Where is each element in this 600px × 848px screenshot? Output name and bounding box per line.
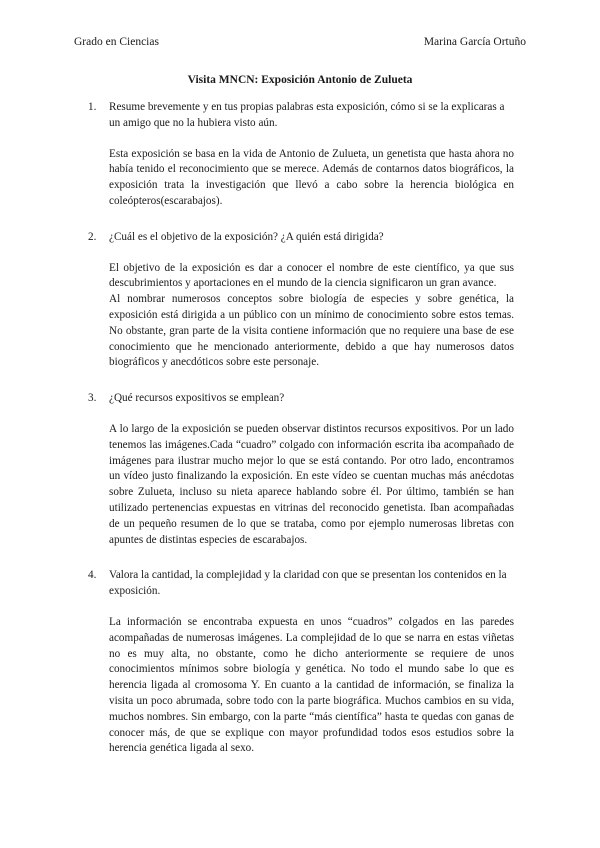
question-text: ¿Cuál es el objetivo de la exposición? ¿A quién está dirigida? (109, 230, 384, 243)
answer-2-paragraph-1: El objetivo de la exposición es dar a conocer el nombre de este científico, ya que sus descubrimientos y aportaciones en el mundo de la ciencia significaron un gran avance. (109, 261, 514, 290)
header-course: Grado en Ciencias (74, 36, 159, 48)
question-1 (88, 100, 514, 132)
answer-1-paragraph-1: Esta exposición se basa en la vida de Antonio de Zulueta, un genetista que hasta ahora no había tenido el reconocimiento que se merece. Además de contarnos datos biográficos, la exposición trata la investigación que llevó a cabo sobre la herencia biológica en coleópteros(escarabajos). (109, 147, 514, 207)
question-text: Resume brevemente y en tus propias palabras esta exposición, cómo si se la explicaras a un amigo que no la hubiera visto aún. (109, 101, 505, 129)
question-text: ¿Qué recursos expositivos se emplean? (109, 392, 285, 405)
question-number: 1. (88, 101, 97, 113)
document-body (88, 100, 514, 757)
answer-2-paragraph-2: Al nombrar numerosos conceptos sobre biología de especies y sobre genética, la exposición está dirigida a un público con un mínimo de conocimiento sobre estos temas. No obstante, gran parte de la visita contiene información que no requiere una base de ese conocimiento que he mencionado anteriormente, debido a que hay numerosos datos biográficos y anecdóticos sobre este personaje. (109, 293, 514, 369)
question-number: 2. (88, 230, 97, 243)
question-4 (88, 568, 514, 600)
question-number: 3. (88, 392, 97, 405)
answer-4-paragraph-1: La información se encontraba expuesta en unos “cuadros” colgados en las paredes acompañadas de numerosas imágenes. La complejidad de lo que se narra en estas viñetas no es muy alta, no obstante, como he dicho anteriormente se requiere de unos conocimientos mínimos sobre biología y genética. No todo el mundo sabe lo que es herencia ligada al cromosoma Y. En cuanto a la cantidad de información, se finaliza la visita un poco abrumada, sobre todo con la parte biográfica. Muchos cambios en su vida, muchos nombres. Sin embargo, con la parte “más científica” hasta te quedas con ganas de conocer más, de que se explique con mayor profundidad todos esos estudios sobre la herencia genética ligada al sexo. (109, 615, 514, 755)
question-number: 4. (88, 569, 97, 582)
answer-3-paragraph-1: A lo largo de la exposición se pueden observar distintos recursos expositivos. Por un lado tenemos las imágenes.Cada “cuadro” colgado con información escrita iba acompañado de imágenes para ilustrar mucho mejor lo que se está contando. Por otro lado, encontramos un vídeo justo finalizando la exposición. En este vídeo se cuentan muchas más anécdotas sobre Zulueta, incluso su nieta aparece hablando sobre él. Por último, también se han utilizado pertenencias expuestas en vitrinas del reconocido genetista. Iban acompañadas de un pequeño resumen de lo que se trataba, como por ejemplo numerosas libretas con apuntes de distintas especies de escarabajos. (109, 422, 514, 546)
question-text: Valora la cantidad, la complejidad y la claridad con que se presentan los contenidos en la exposición. (109, 569, 507, 598)
header-author: Marina García Ortuño (423, 36, 526, 48)
document-title: Visita MNCN: Exposición Antonio de Zulueta (187, 74, 413, 86)
question-3 (88, 391, 514, 407)
question-2 (88, 230, 514, 246)
page-header (74, 36, 526, 48)
